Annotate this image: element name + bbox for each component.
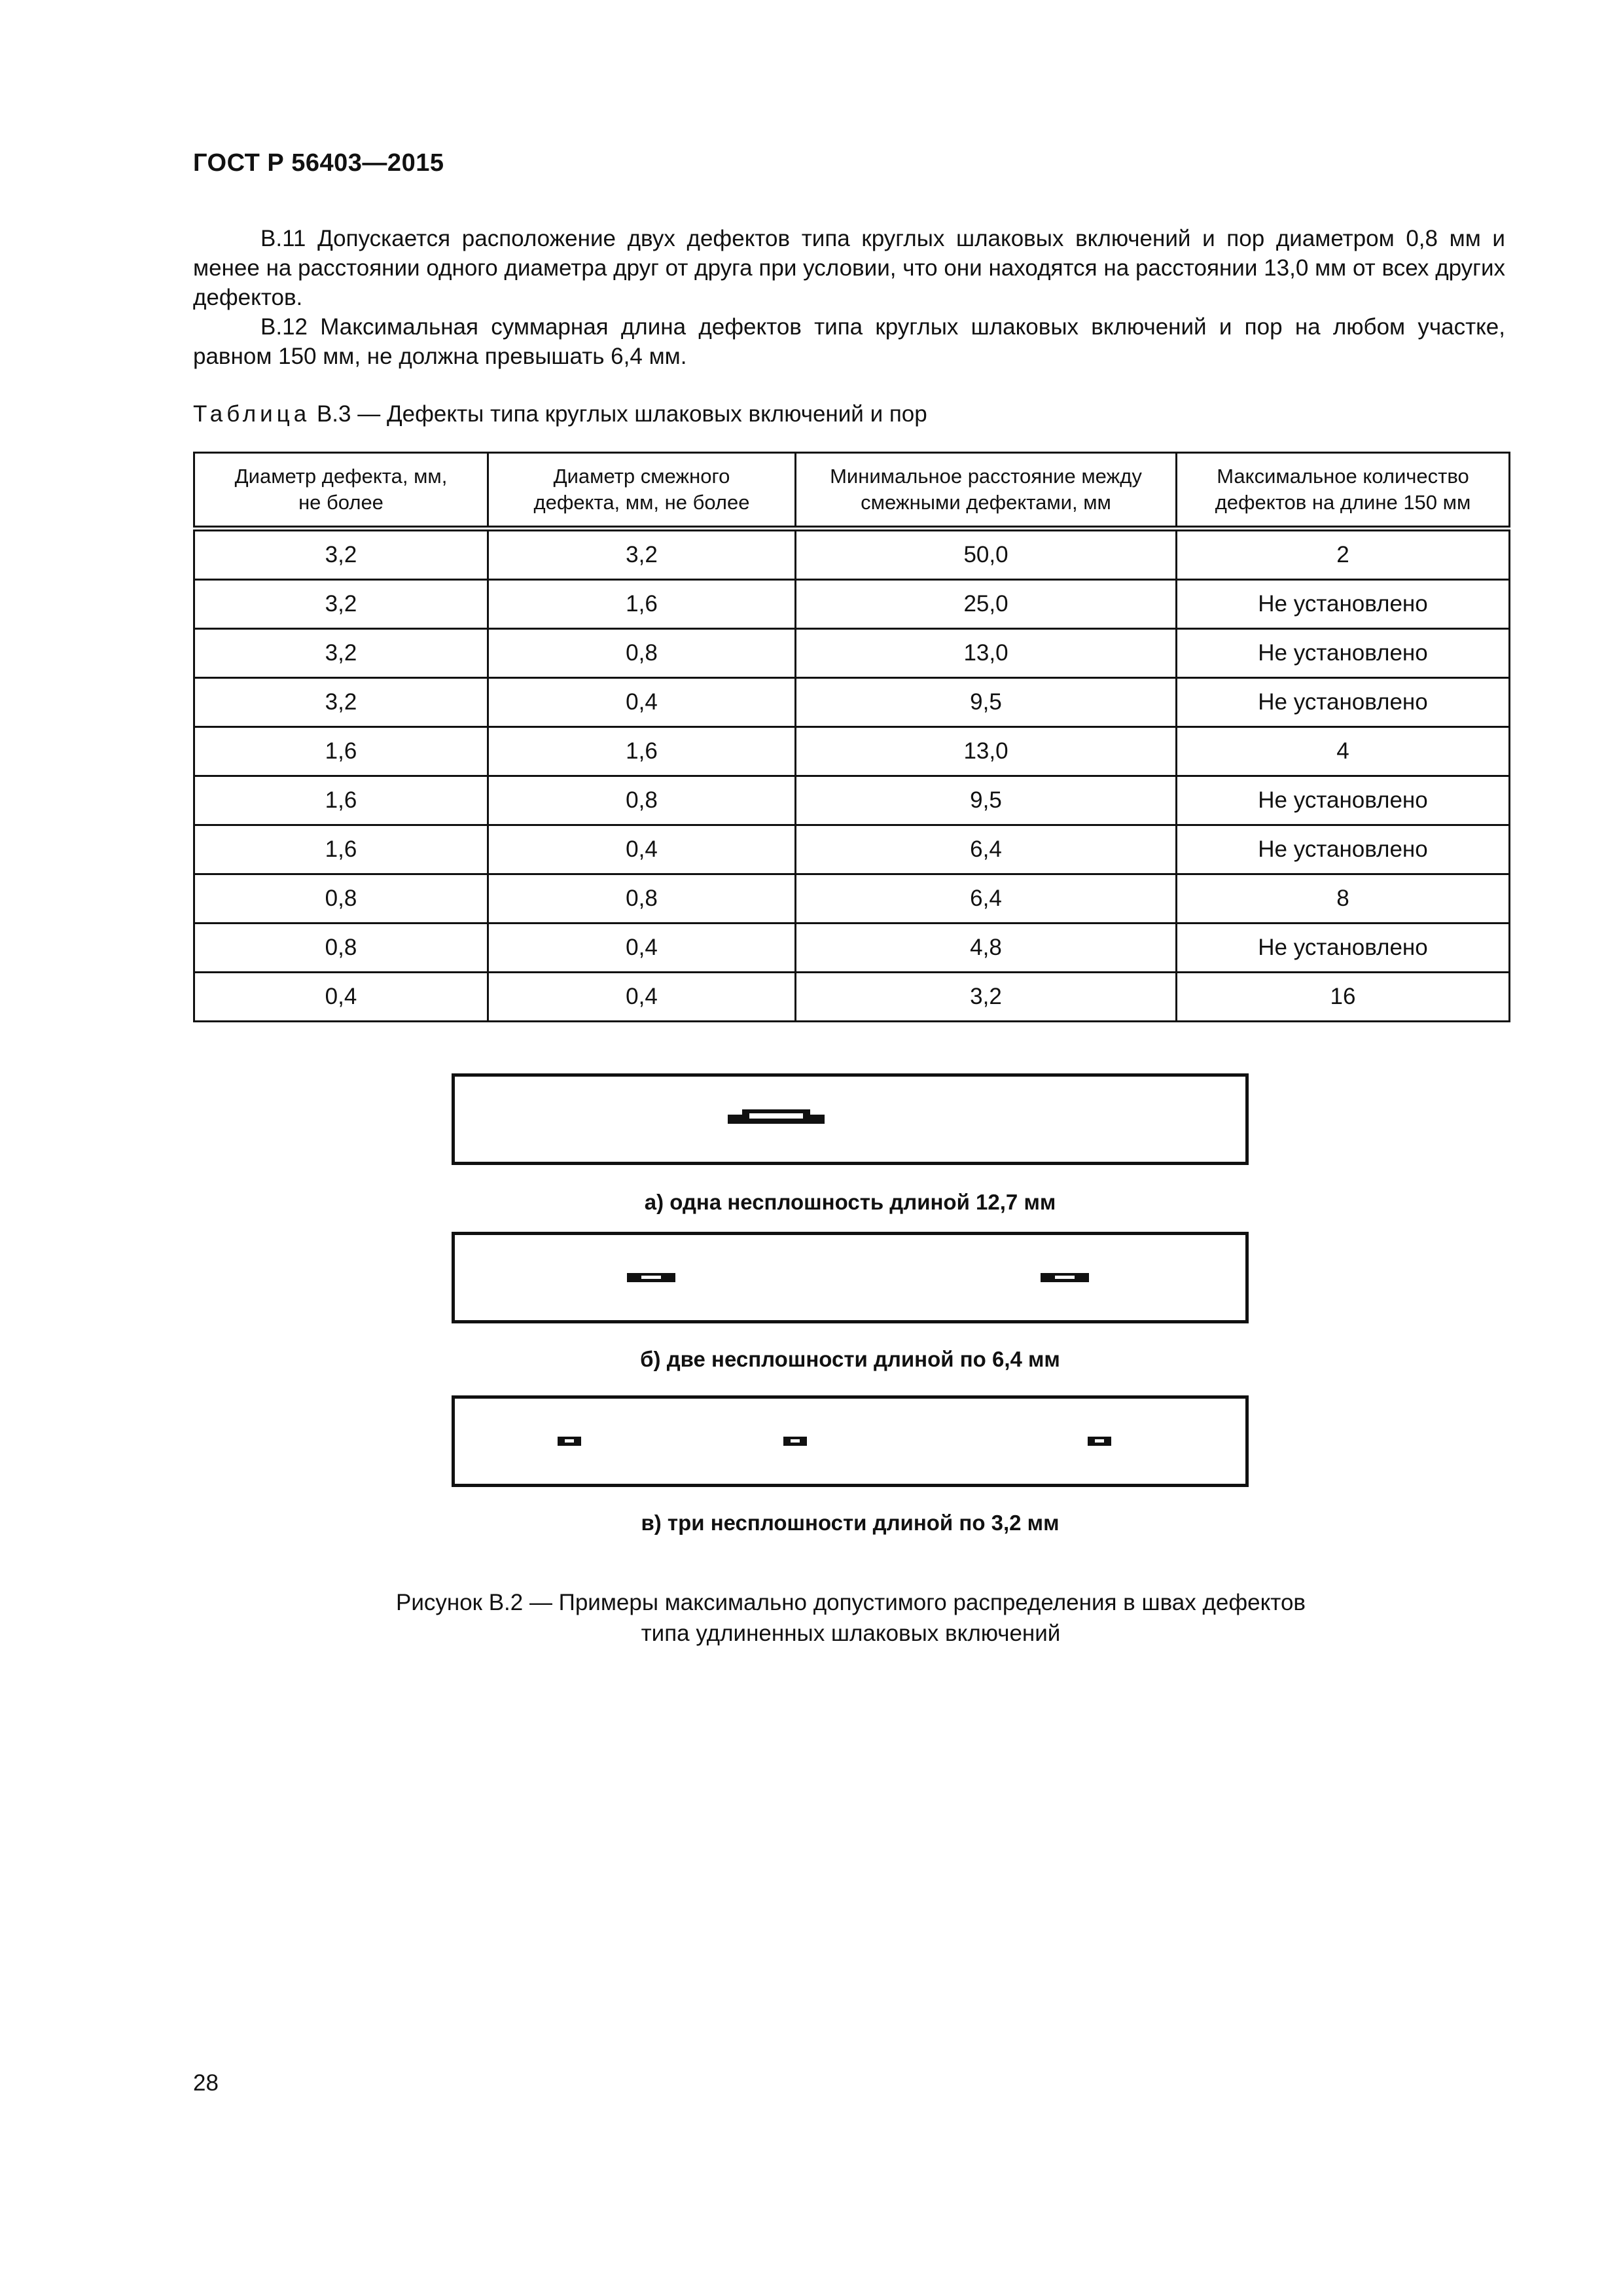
subcaption-a: а) одна несплошность длиной 12,7 мм — [644, 1190, 1056, 1214]
table-cell: Не установлено — [1177, 629, 1510, 678]
table-cell: 4 — [1177, 727, 1510, 776]
table-cell: 2 — [1177, 529, 1510, 580]
defect-mark — [627, 1273, 675, 1282]
table-cell: 1,6 — [488, 580, 796, 629]
table-row — [194, 973, 1510, 1022]
table-cell: 0,8 — [194, 874, 488, 924]
header-max-count: Максимальное количество дефектов на длине 150 мм — [1177, 453, 1510, 529]
weld-example-c — [452, 1395, 1249, 1487]
table-cell: 3,2 — [194, 629, 488, 678]
table-row — [194, 874, 1510, 924]
defects-table — [193, 452, 1510, 1022]
table-cell: 6,4 — [796, 874, 1177, 924]
table-cell: Не установлено — [1177, 825, 1510, 874]
table-cell: Не установлено — [1177, 924, 1510, 973]
subcaption-b: б) две несплошности длиной по 6,4 мм — [640, 1347, 1060, 1371]
table-cell: 3,2 — [194, 580, 488, 629]
table-cell: 1,6 — [194, 825, 488, 874]
table-cell: 3,2 — [796, 973, 1177, 1022]
table-cell: 0,4 — [488, 973, 796, 1022]
table-row — [194, 825, 1510, 874]
table-cell: Не установлено — [1177, 580, 1510, 629]
paragraph-b11: В.11 Допускается расположение двух дефектов типа круглых шлаковых включений и пор диаметром 0,8 мм и менее на расстоянии одного диаметра друг от друга при условии, что они находятся на расстоянии 13,0 мм от всех других дефектов. — [193, 226, 1505, 310]
defect-mark — [1041, 1273, 1089, 1282]
table-cell: 0,8 — [488, 874, 796, 924]
table-cell: 0,8 — [194, 924, 488, 973]
table-row — [194, 529, 1510, 580]
table-header-row — [194, 453, 1510, 529]
table-cell: 9,5 — [796, 678, 1177, 727]
table-cell: 3,2 — [194, 529, 488, 580]
header-min-distance: Минимальное расстояние между смежными дефектами, мм — [796, 453, 1177, 529]
page-number: 28 — [193, 2070, 219, 2096]
table-row — [194, 727, 1510, 776]
table-cell: 25,0 — [796, 580, 1177, 629]
table-cell: 1,6 — [488, 727, 796, 776]
table-cell: Не установлено — [1177, 678, 1510, 727]
table-cell: 13,0 — [796, 727, 1177, 776]
table-caption-label: Таблица — [193, 401, 311, 427]
table-cell: 0,8 — [488, 629, 796, 678]
table-cell: 1,6 — [194, 776, 488, 825]
table-cell: 0,4 — [488, 924, 796, 973]
table-cell: 13,0 — [796, 629, 1177, 678]
weld-example-b — [452, 1232, 1249, 1323]
table-row — [194, 580, 1510, 629]
defect-mark — [728, 1115, 825, 1124]
table-cell: 16 — [1177, 973, 1510, 1022]
figure-caption-line2: типа удлиненных шлаковых включений — [641, 1621, 1061, 1646]
table-cell: 0,4 — [488, 678, 796, 727]
table-cell: Не установлено — [1177, 776, 1510, 825]
table-cell: 9,5 — [796, 776, 1177, 825]
table-row — [194, 924, 1510, 973]
header-defect-diameter: Диаметр дефекта, мм, не более — [194, 453, 488, 529]
table-cell: 50,0 — [796, 529, 1177, 580]
weld-example-a — [452, 1073, 1249, 1165]
table-cell: 3,2 — [194, 678, 488, 727]
table-cell: 4,8 — [796, 924, 1177, 973]
table-cell: 0,4 — [194, 973, 488, 1022]
table-cell: 8 — [1177, 874, 1510, 924]
table-cell: 0,4 — [488, 825, 796, 874]
table-row — [194, 776, 1510, 825]
table-cell: 3,2 — [488, 529, 796, 580]
paragraph-b12: В.12 Максимальная суммарная длина дефектов типа круглых шлаковых включений и пор на любом участке, равном 150 мм, не должна превышать 6,4 мм. — [193, 314, 1505, 369]
subcaption-c: в) три несплошности длиной по 3,2 мм — [641, 1511, 1060, 1535]
table-cell: 6,4 — [796, 825, 1177, 874]
figure-caption — [193, 1587, 1508, 1649]
table-cell: 0,8 — [488, 776, 796, 825]
figure-caption-line1: Рисунок В.2 — Примеры максимально допустимого распределения в швах дефектов — [395, 1590, 1306, 1615]
defect-mark — [558, 1437, 581, 1446]
table-row — [194, 678, 1510, 727]
table-caption — [193, 401, 927, 427]
defect-mark — [1088, 1437, 1111, 1446]
table-row — [194, 629, 1510, 678]
defect-mark — [783, 1437, 807, 1446]
table-caption-text: В.3 — Дефекты типа круглых шлаковых включений и пор — [310, 401, 927, 427]
table-cell: 1,6 — [194, 727, 488, 776]
header-adjacent-diameter: Диаметр смежного дефекта, мм, не более — [488, 453, 796, 529]
document-header: ГОСТ Р 56403—2015 — [193, 149, 444, 177]
